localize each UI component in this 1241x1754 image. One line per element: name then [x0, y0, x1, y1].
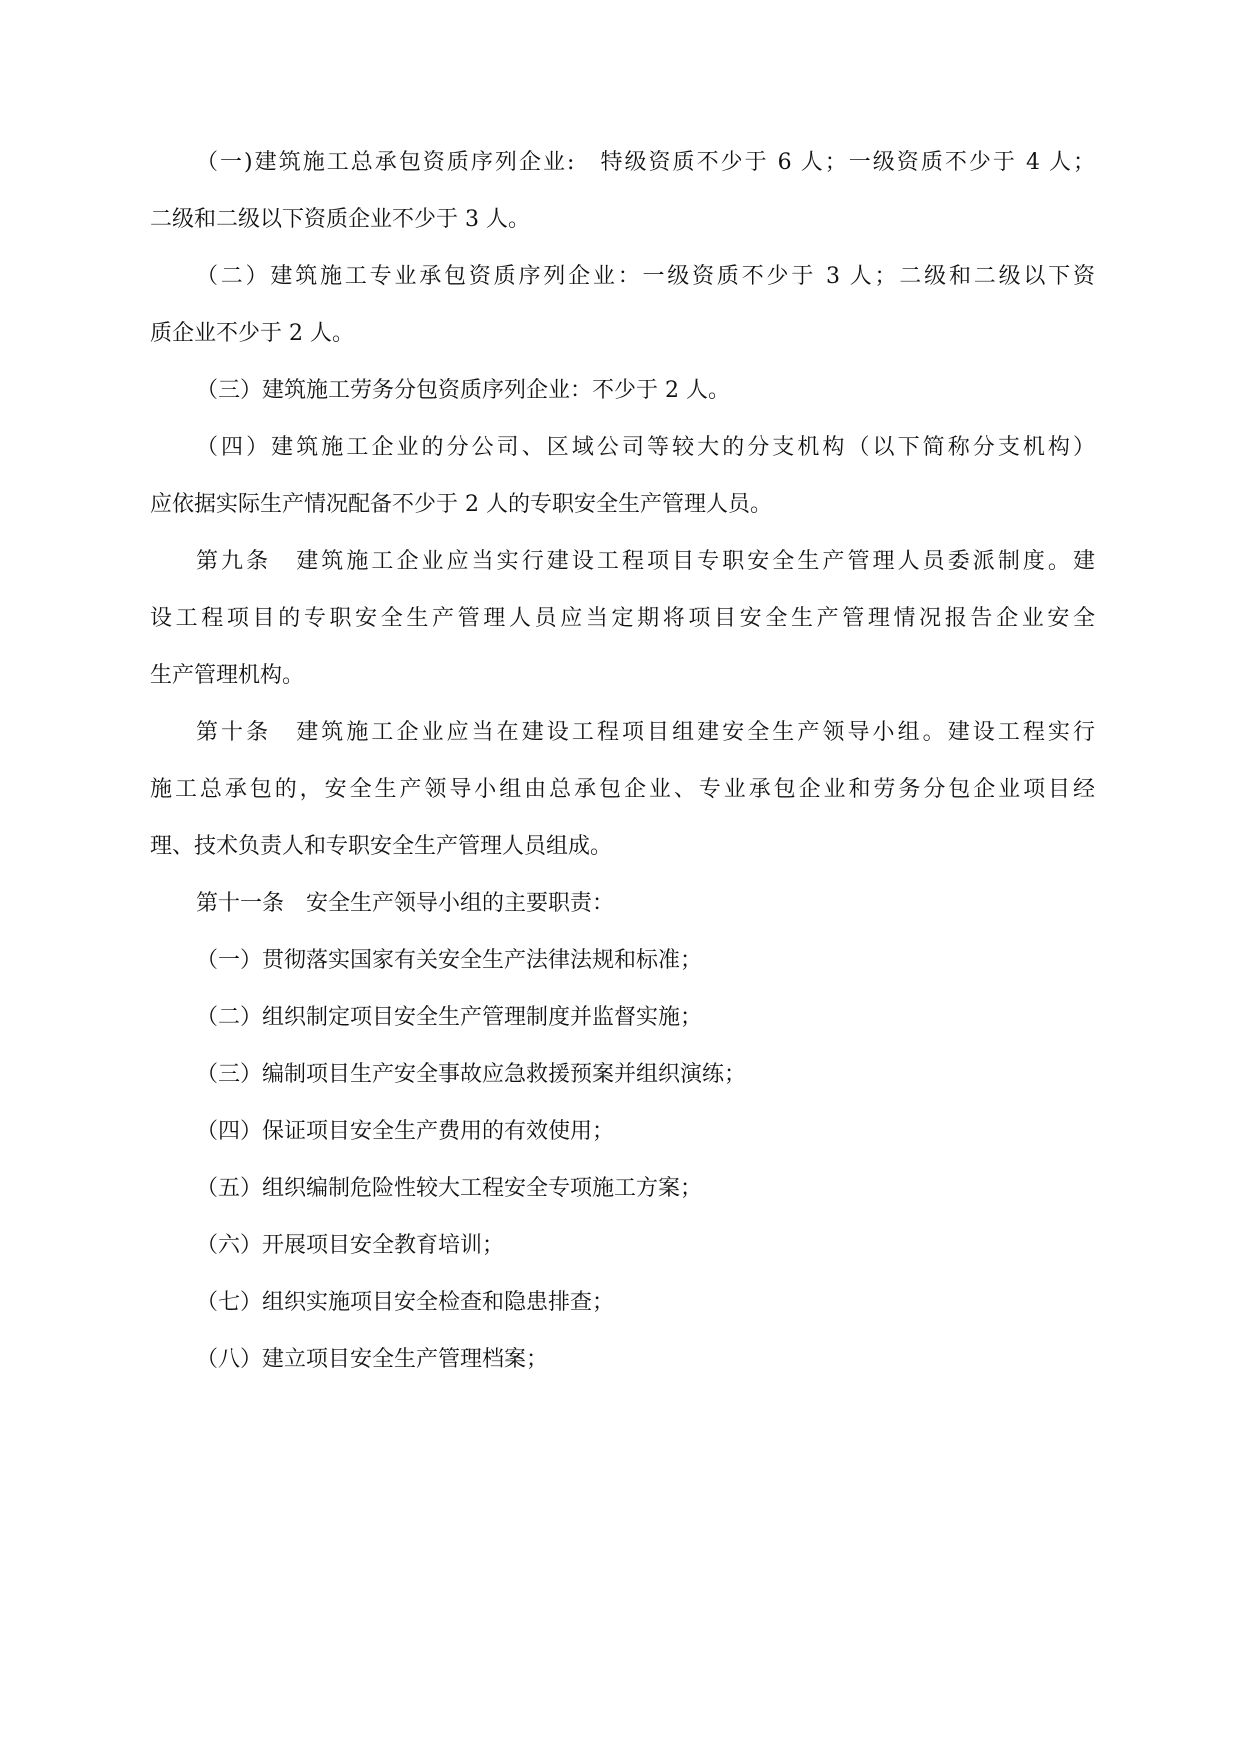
text-line: 施工总承包的，安全生产领导小组由总承包企业、专业承包企业和劳务分包企业项目经 — [150, 777, 1095, 802]
text-line: （四）建筑施工企业的分公司、区域公司等较大的分支机构（以下简称分支机构） — [196, 435, 1095, 460]
text-line: （七）组织实施项目安全检查和隐患排查； — [196, 1290, 615, 1315]
text-line: 应依据实际生产情况配备不少于 2 人的专职安全生产管理人员。 — [150, 492, 772, 517]
text-line: （三）建筑施工劳务分包资质序列企业：不少于 2 人。 — [196, 378, 730, 403]
text-line: （六）开展项目安全教育培训； — [196, 1233, 505, 1258]
text-line: （四）保证项目安全生产费用的有效使用； — [196, 1119, 615, 1144]
text-line: 生产管理机构。 — [150, 663, 305, 688]
text-line: 二级和二级以下资质企业不少于 3 人。 — [150, 207, 530, 232]
text-line: （三）编制项目生产安全事故应急救援预案并组织演练； — [196, 1062, 747, 1087]
text-line: （二）建筑施工专业承包资质序列企业：一级资质不少于 3 人；二级和二级以下资 — [196, 264, 1095, 289]
text-line: （五）组织编制危险性较大工程安全专项施工方案； — [196, 1176, 703, 1201]
text-line: 设工程项目的专职安全生产管理人员应当定期将项目安全生产管理情况报告企业安全 — [150, 606, 1095, 631]
text-line: 质企业不少于 2 人。 — [150, 321, 354, 346]
text-line: 理、技术负责人和专职安全生产管理人员组成。 — [150, 834, 613, 859]
text-line: 第十条 建筑施工企业应当在建设工程项目组建安全生产领导小组。建设工程实行 — [196, 720, 1095, 745]
text-line: （一）贯彻落实国家有关安全生产法律法规和标准； — [196, 948, 703, 973]
text-line: 第九条 建筑施工企业应当实行建设工程项目专职安全生产管理人员委派制度。建 — [196, 549, 1095, 574]
text-line: 第十一条 安全生产领导小组的主要职责： — [196, 891, 615, 916]
text-line: （八）建立项目安全生产管理档案； — [196, 1347, 549, 1372]
text-line: （二）组织制定项目安全生产管理制度并监督实施； — [196, 1005, 703, 1030]
text-line: （一)建筑施工总承包资质序列企业: 特级资质不少于 6 人；一级资质不少于 4 人； — [196, 150, 1095, 175]
